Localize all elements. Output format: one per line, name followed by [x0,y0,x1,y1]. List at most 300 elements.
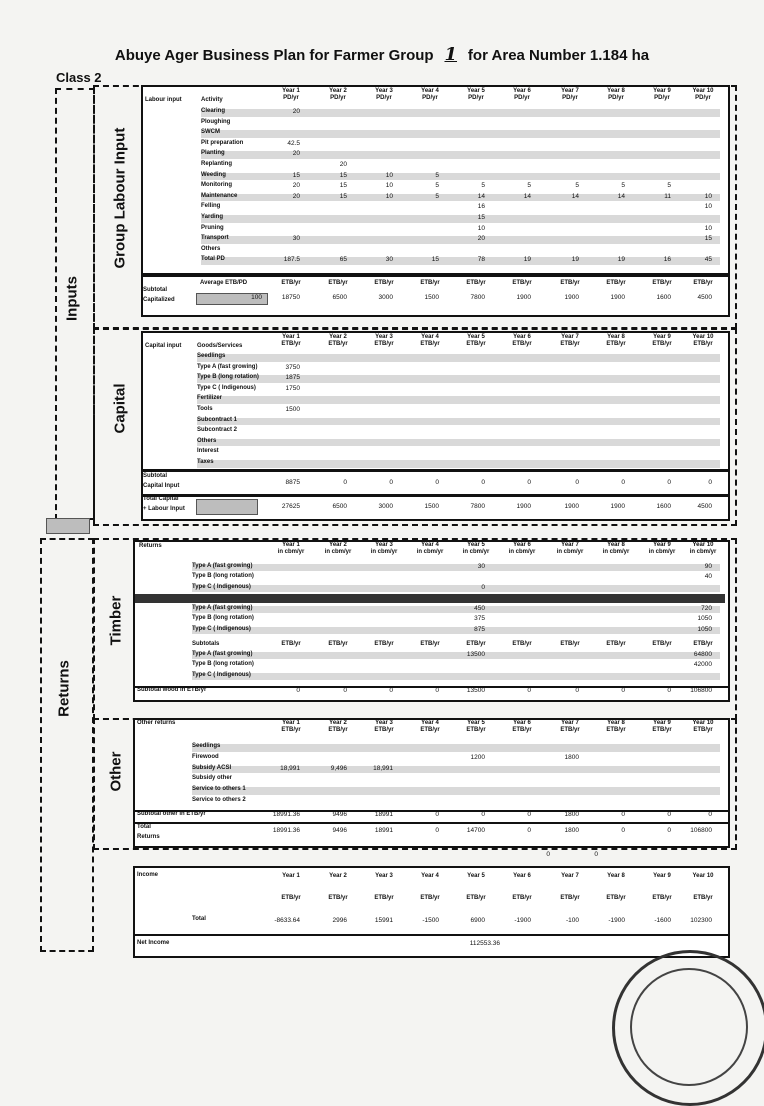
capital-unit-6: ETB/yr [512,341,532,347]
labour-sub-unit: ETB/yr [374,280,394,286]
timber-price-value: 875 [474,625,485,633]
other-unit-10: ETB/yr [693,727,713,733]
capital-row-label: Type C ( Indigenous) [197,384,256,391]
timber-wood-value: 0 [527,687,531,694]
capital-tot-value: 4500 [697,503,712,510]
other-row-value: 1800 [564,753,579,761]
timber-unit-1: in cbm/yr [277,549,305,555]
timber-wood-value: 0 [435,687,439,694]
other-tot-value: 106800 [690,827,712,834]
net-income-label: Net Income [137,940,170,946]
timber-etb-label: Type B (long rotation) [192,661,254,668]
timber-etb-unit: ETB/yr [374,641,394,647]
other-sub-value: 0 [527,811,531,818]
other-tot-value: 0 [435,827,439,834]
capital-tot-value: 3000 [378,503,393,510]
labour-row-value: 10 [385,171,393,179]
timber-price-label: Type A (fast growing) [192,605,253,611]
other-year-7: Year 7 [561,720,579,726]
labour-row-value: 15 [339,192,347,200]
capital-row-label: Subcontract 1 [197,416,238,423]
other-tot-value: 18991 [374,827,393,834]
total-capital-box [196,499,258,515]
labour-row-value: 5 [667,182,671,190]
timber-unit-7: in cbm/yr [556,549,584,555]
other-tot-value: 14700 [466,827,485,834]
timber-etb-unit: ETB/yr [420,641,440,647]
other-row-label: Subsidy ACSI [192,764,232,771]
labour-avg-value: 100 [251,294,262,301]
timber-year-3: Year 3 [375,542,393,548]
timber-etb-unit: ETB/yr [606,641,626,647]
labour-row-label: Felling [201,203,221,210]
labour-row-value: 15 [431,256,439,264]
other-unit-8: ETB/yr [606,727,626,733]
income-unit: ETB/yr [560,895,580,901]
labour-col1: Labour input [145,97,182,103]
labour-row-label: SWCM [201,129,220,136]
timber-wood-value: 106800 [690,687,712,694]
class-label: Class 2 [56,70,102,85]
capital-row-label: Seedlings [197,353,226,359]
capital-row-label: Fertilizer [197,395,223,402]
labour-row-value: 19 [571,256,579,264]
labour-row-value: 11 [664,192,671,200]
inputs-label: Inputs [63,276,81,321]
timber-etb-value: 13500 [466,651,485,658]
capital-sub-value: 0 [575,479,579,486]
official-stamp-inner [630,968,748,1086]
group-number: 1 [444,44,458,65]
other-tot-value: 0 [667,827,671,834]
other-unit-3: ETB/yr [374,727,394,733]
capital-row-label: Taxes [197,459,214,465]
grey-marker [46,518,90,534]
labour-sub-unit: ETB/yr [652,280,672,286]
labour-row-value: 19 [617,256,625,264]
labour-row-value: 20 [292,108,300,115]
income-year: Year 1 [282,873,300,879]
labour-sub1: Subtotal [143,287,167,293]
labour-row-value: 10 [704,224,712,232]
timber-etb-label: Type C ( Indigenous) [192,671,251,678]
timber-unit-4: in cbm/yr [416,549,444,555]
other-tot-value: 0 [621,827,625,834]
labour-row-label: Transport [201,235,229,242]
labour-unit-5: PD/yr [468,95,484,101]
labour-row-label: Yarding [201,214,224,220]
timber-year-5: Year 5 [467,542,485,548]
timber-etb-value: 64800 [693,651,712,658]
labour-sub-value: 3000 [378,294,393,301]
income-total-value: -1900 [514,917,531,924]
capital-tot2: + Labour Input [143,506,185,512]
income-unit: ETB/yr [693,895,713,901]
labour-row-value: 14 [477,192,485,200]
timber-year-10: Year 10 [692,542,714,548]
other-unit-4: ETB/yr [420,727,440,733]
capital-row-value: 1875 [285,374,300,382]
labour-row-label: Pit preparation [201,139,244,146]
timber-vol-value: 90 [704,563,712,570]
labour-row-value: 187.5 [283,256,300,264]
capital-tot1: Total Capital [143,496,179,502]
labour-sub-unit: ETB/yr [560,280,580,286]
capital-year-10: Year 10 [692,334,714,340]
timber-etb-value: 42000 [693,661,712,669]
other-sub-value: 0 [481,811,485,818]
income-year: Year 4 [421,873,439,879]
labour-unit-4: PD/yr [422,95,438,101]
income-year: Year 9 [653,873,671,879]
labour-row-value: 10 [704,203,712,211]
page-title: Abuye Ager Business Plan for Farmer Group 1 for Area Number 1.184 ha [114,44,650,65]
labour-row-label: Ploughing [201,118,231,125]
labour-sub-value: 1900 [564,294,579,301]
other-row-label: Subsidy other [192,775,233,782]
other-below-2: 0 [594,851,598,858]
other-tot1: Total [137,824,151,830]
labour-sub-value: 1500 [424,294,439,301]
labour-sub-unit: ETB/yr [693,280,713,286]
income-total-value: 102300 [690,917,712,924]
capital-sub-value: 0 [667,479,671,486]
capital-row-label: Interest [197,448,219,455]
labour-year-5: Year 5 [467,88,485,94]
timber-etb-unit: ETB/yr [693,641,713,647]
other-sub-value: 18991 [374,811,393,818]
labour-sub-value: 18750 [281,294,300,301]
timber-wood-value: 0 [575,687,579,694]
timber-unit-10: in cbm/yr [689,549,717,555]
capital-tot-value: 1500 [424,503,439,510]
row-shading [197,418,720,426]
labour-row-value: 14 [523,192,531,200]
timber-etb-unit: ETB/yr [560,641,580,647]
labour-row-value: 10 [704,192,712,200]
labour-row-value: 30 [385,256,393,264]
labour-avg-label: Average ETB/PD [200,280,248,286]
labour-row-value: 15 [704,235,712,243]
capital-year-1: Year 1 [282,334,300,340]
capital-tot-value: 1900 [610,503,625,510]
timber-unit-8: in cbm/yr [602,549,630,555]
labour-row-value: 20 [292,192,300,200]
net-income-value: 112553.36 [469,940,500,947]
labour-unit-7: PD/yr [562,95,578,101]
timber-etb-unit: ETB/yr [328,641,348,647]
labour-sub-unit: ETB/yr [281,280,301,286]
capital-row-label: Type B (long rotation) [197,374,259,381]
labour-row-value: 5 [575,182,579,190]
capital-sub-value: 0 [343,479,347,486]
labour-row-value: 15 [292,171,300,179]
labour-row-value: 10 [385,182,393,190]
labour-row-value: 5 [621,182,625,190]
labour-row-value: 16 [663,256,671,264]
timber-wood-value: 0 [389,687,393,694]
labour-sub-unit: ETB/yr [512,280,532,286]
other-tot-value: 1800 [564,827,579,834]
capital-label: Capital [111,383,129,434]
other-tot-value: 18991.36 [272,827,300,834]
labour-row-label: Monitoring [201,182,232,189]
capital-col2: Goods/Services [197,343,243,349]
labour-row-value: 16 [477,203,485,211]
labour-row-label: Replanting [201,161,232,167]
timber-vol-value: 0 [481,583,485,591]
income-label: Income [137,872,159,878]
labour-row-value: 65 [339,256,347,264]
labour-row-label: Clearing [201,108,226,114]
other-sub-value: 0 [708,811,712,818]
other-year-9: Year 9 [653,720,671,726]
other-sub-value: 1800 [564,811,579,818]
timber-price-value: 720 [701,605,712,612]
capital-unit-1: ETB/yr [281,341,301,347]
labour-year-9: Year 9 [653,88,671,94]
capital-year-9: Year 9 [653,334,671,340]
labour-row-value: 19 [523,256,531,264]
labour-unit-6: PD/yr [514,95,530,101]
labour-year-8: Year 8 [607,88,625,94]
labour-sub-value: 7800 [470,294,485,301]
dark-divider [135,594,725,603]
labour-sub-value: 1900 [610,294,625,301]
labour-row-value: 20 [292,150,300,158]
capital-unit-10: ETB/yr [693,341,713,347]
capital-unit-4: ETB/yr [420,341,440,347]
labour-year-10: Year 10 [692,88,714,94]
timber-year-9: Year 9 [653,542,671,548]
labour-row-label: Maintenance [201,192,238,199]
labour-sub2: Capitalized [143,297,175,303]
timber-wood-value: 13500 [466,687,485,694]
labour-row-value: 5 [435,192,439,200]
other-row-label: Firewood [192,753,219,760]
other-row-label: Service to others 1 [192,786,246,793]
capital-sub-value: 0 [708,479,712,486]
capital-row-value: 3750 [285,363,300,371]
timber-etb-unit: ETB/yr [652,641,672,647]
timber-year-6: Year 6 [513,542,531,548]
capital-sub1: Subtotal [143,473,167,479]
labour-row-label: Planting [201,150,225,157]
labour-row-value: 20 [477,235,485,243]
capital-year-8: Year 8 [607,334,625,340]
labour-sub-value: 1900 [516,294,531,301]
other-unit-6: ETB/yr [512,727,532,733]
income-unit: ETB/yr [328,895,348,901]
labour-year-1: Year 1 [282,88,300,94]
other-row-value: 1200 [470,753,485,761]
labour-row-value: 14 [571,192,579,200]
timber-year-1: Year 1 [282,542,300,548]
labour-row-value: 10 [385,192,393,200]
other-tot-value: 0 [527,827,531,834]
other-year-5: Year 5 [467,720,485,726]
returns-frame [40,538,94,952]
capital-tot-value: 27625 [281,503,300,510]
other-sub-value: 9496 [332,811,347,818]
income-total-value: -1900 [608,917,625,924]
labour-row-value: 78 [477,256,485,264]
income-year: Year 10 [692,873,714,879]
timber-wood-value: 0 [667,687,671,694]
total-returns-table [133,822,730,848]
timber-unit-3: in cbm/yr [370,549,398,555]
labour-row-value: 15 [339,171,347,179]
income-unit: ETB/yr [512,895,532,901]
row-shading [197,396,720,404]
labour-row-label: Pruning [201,224,224,231]
timber-label: Timber [107,595,125,646]
capital-year-6: Year 6 [513,334,531,340]
labour-row-value: 42.5 [287,139,300,147]
row-shading [201,130,720,138]
timber-wood-label: Subtotal wood in ETB/yr [137,687,207,693]
timber-vol-value: 40 [704,573,712,581]
income-year: Year 8 [607,873,625,879]
labour-unit-3: PD/yr [376,95,392,101]
capital-sub-value: 0 [527,479,531,486]
other-unit-7: ETB/yr [560,727,580,733]
timber-year-7: Year 7 [561,542,579,548]
other-year-8: Year 8 [607,720,625,726]
other-unit-9: ETB/yr [652,727,672,733]
income-unit: ETB/yr [652,895,672,901]
returns-label: Returns [55,660,73,717]
capital-row-label: Tools [197,406,213,412]
income-year: Year 5 [467,873,485,879]
other-year-10: Year 10 [692,720,714,726]
other-below-1: 0 [546,851,550,858]
capital-tot-value: 1900 [564,503,579,510]
other-unit-1: ETB/yr [281,727,301,733]
other-col1: Other returns [137,720,176,726]
timber-year-2: Year 2 [329,542,347,548]
labour-row-label: Others [201,245,221,252]
capital-year-4: Year 4 [421,334,439,340]
income-unit: ETB/yr [466,895,486,901]
income-total-value: 6900 [470,917,485,924]
income-year: Year 6 [513,873,531,879]
labour-year-2: Year 2 [329,88,347,94]
timber-year-4: Year 4 [421,542,439,548]
other-year-1: Year 1 [282,720,300,726]
capital-sub-value: 0 [435,479,439,486]
labour-sub-unit: ETB/yr [328,280,348,286]
labour-sub-value: 4500 [697,294,712,301]
income-year: Year 7 [561,873,579,879]
labour-row-label: Weeding [201,171,226,178]
labour-sub-unit: ETB/yr [606,280,626,286]
labour-row-value: 5 [481,182,485,190]
labour-row-value: 10 [477,224,485,232]
capital-unit-2: ETB/yr [328,341,348,347]
labour-col2: Activity [201,97,223,103]
capital-year-7: Year 7 [561,334,579,340]
capital-tot-value: 1900 [516,503,531,510]
labour-row-value: 5 [435,182,439,190]
timber-wood-value: 0 [296,687,300,694]
capital-row-value: 1750 [285,384,300,392]
labour-row-value: 5 [527,182,531,190]
timber-vol-label: Type C ( Indigenous) [192,583,251,590]
labour-label: Group Labour Input [111,127,129,269]
income-unit: ETB/yr [420,895,440,901]
labour-sub-unit: ETB/yr [420,280,440,286]
capital-unit-9: ETB/yr [652,341,672,347]
capital-unit-7: ETB/yr [560,341,580,347]
timber-etb-unit: ETB/yr [512,641,532,647]
net-income-table [133,934,730,958]
timber-etb-unit: ETB/yr [281,641,301,647]
timber-wood-value: 0 [343,687,347,694]
timber-unit-2: in cbm/yr [324,549,352,555]
capital-tot-value: 6500 [332,503,347,510]
labour-row-value: 20 [292,182,300,190]
income-unit: ETB/yr [281,895,301,901]
other-sub-label: Subtotal other in ETB/yr [137,811,206,817]
income-total-label: Total [192,916,206,922]
capital-row-label: Subcontract 2 [197,427,238,434]
timber-price-value: 450 [474,605,485,612]
labour-row-value: 30 [292,235,300,243]
labour-sub-value: 6500 [332,294,347,301]
other-sub-value: 0 [621,811,625,818]
capital-row-value: 1500 [285,406,300,413]
income-total-value: 2996 [332,917,347,924]
labour-unit-8: PD/yr [608,95,624,101]
income-year: Year 2 [329,873,347,879]
labour-unit-10: PD/yr [695,95,711,101]
labour-unit-2: PD/yr [330,95,346,101]
row-shading [197,460,720,468]
timber-wood-value: 0 [621,687,625,694]
labour-unit-9: PD/yr [654,95,670,101]
capital-year-3: Year 3 [375,334,393,340]
other-row-value: 9,496 [330,764,347,772]
other-sub-value: 0 [667,811,671,818]
labour-row-value: 20 [339,161,347,168]
other-sub-value: 0 [435,811,439,818]
other-year-2: Year 2 [329,720,347,726]
capital-col1: Capital input [145,343,182,349]
other-year-4: Year 4 [421,720,439,726]
timber-price-label: Type C ( Indigenous) [192,625,251,632]
capital-sub-value: 0 [389,479,393,486]
labour-row-value: 5 [435,171,439,179]
other-tot2: Returns [137,834,160,840]
row-shading [192,673,720,680]
labour-row-value: 45 [704,256,712,264]
labour-row-label: Total PD [201,256,225,263]
capital-unit-3: ETB/yr [374,341,394,347]
income-total-value: -1600 [654,917,671,924]
timber-year-8: Year 8 [607,542,625,548]
other-year-6: Year 6 [513,720,531,726]
capital-row-label: Others [197,437,217,444]
other-tot-value: 9496 [332,827,347,834]
timber-price-value: 1050 [697,625,712,633]
row-shading [197,354,720,362]
timber-etb-unit: ETB/yr [466,641,486,647]
capital-unit-8: ETB/yr [606,341,626,347]
timber-vol-value: 30 [477,563,485,570]
timber-price-value: 1050 [697,615,712,623]
other-label: Other [107,751,125,792]
